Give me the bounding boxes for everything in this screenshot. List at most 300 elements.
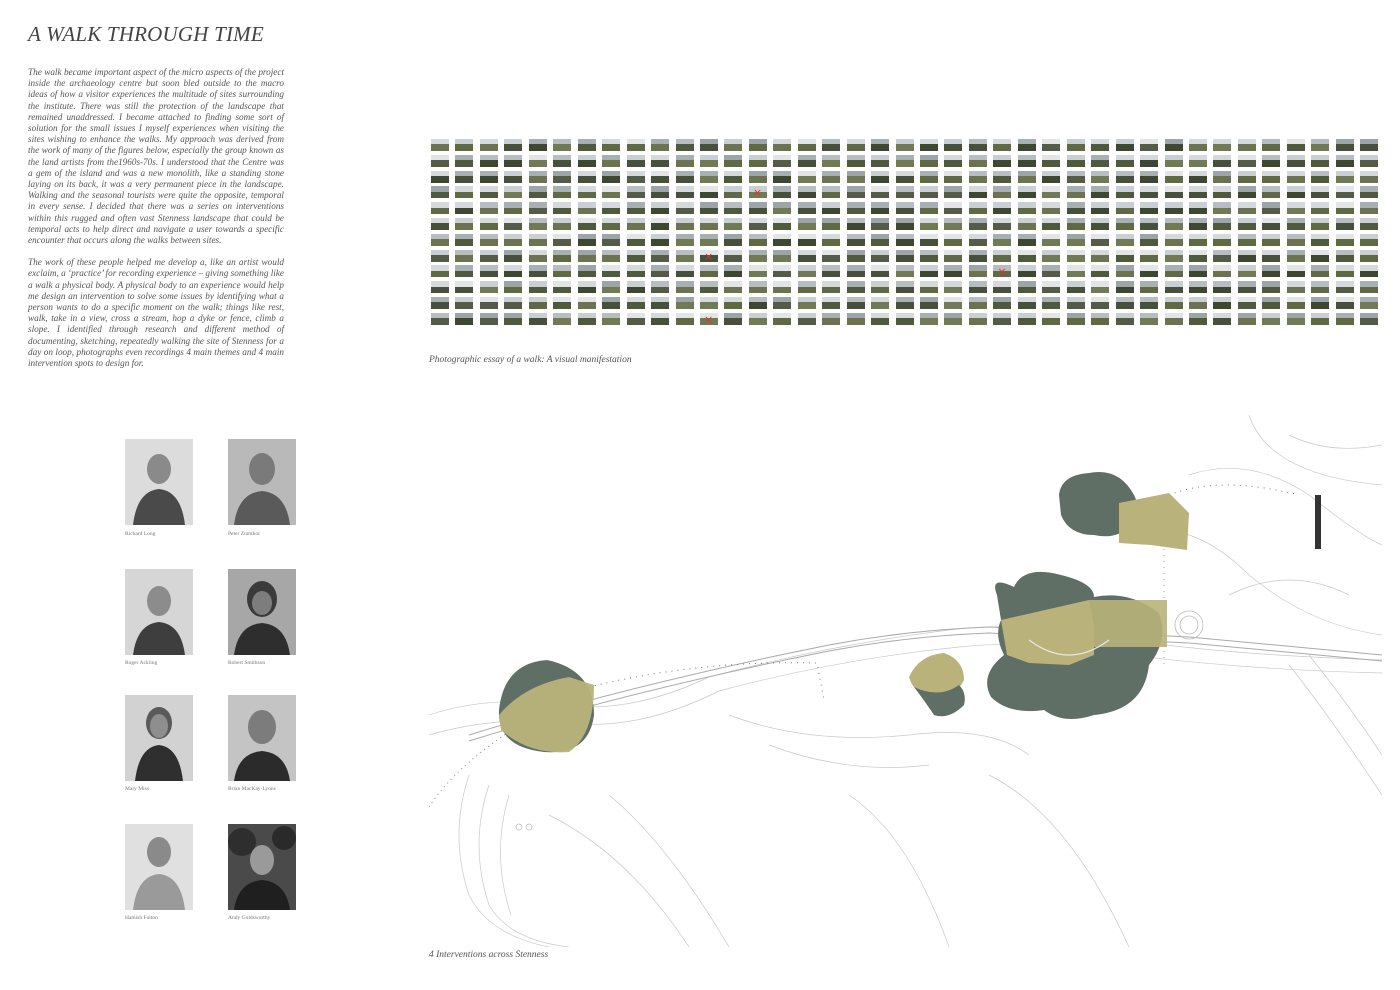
- walk-photo-thumbnail: [724, 218, 742, 230]
- walk-photo-thumbnail: [993, 281, 1011, 293]
- walk-photo-thumbnail: [504, 171, 522, 183]
- walk-photo-thumbnail: [969, 186, 987, 198]
- walk-photo-thumbnail: [627, 202, 645, 214]
- walk-photo-thumbnail: [871, 202, 889, 214]
- walk-photo-thumbnail: [529, 155, 547, 167]
- walk-photo-thumbnail: [1311, 313, 1329, 325]
- walk-photo-thumbnail: [749, 139, 767, 151]
- walk-photo-thumbnail: [1238, 171, 1256, 183]
- walk-photo-thumbnail: [480, 155, 498, 167]
- walk-photo-thumbnail: [1238, 250, 1256, 262]
- walk-photo-thumbnail: [529, 139, 547, 151]
- walk-photo-thumbnail: [1311, 202, 1329, 214]
- walk-photo-thumbnail: [1189, 218, 1207, 230]
- walk-photo-thumbnail: [1360, 297, 1378, 309]
- walk-photo-thumbnail: [896, 218, 914, 230]
- walk-photo-thumbnail: [602, 155, 620, 167]
- walk-photo-thumbnail: [944, 171, 962, 183]
- walk-photo-thumbnail: [455, 186, 473, 198]
- walk-photo-thumbnail: [676, 171, 694, 183]
- walk-photo-thumbnail: [724, 234, 742, 246]
- walk-photo-thumbnail: [1116, 250, 1134, 262]
- walk-photo-thumbnail: [504, 139, 522, 151]
- walk-photo-thumbnail: [1213, 186, 1231, 198]
- walk-photo-thumbnail: [1018, 155, 1036, 167]
- walk-photo-thumbnail: [1213, 139, 1231, 151]
- walk-photo-thumbnail: [1262, 171, 1280, 183]
- walk-photo-thumbnail: [896, 171, 914, 183]
- walk-photo-thumbnail: [431, 218, 449, 230]
- walk-photo-thumbnail: [1189, 171, 1207, 183]
- walk-photo-thumbnail: [847, 186, 865, 198]
- walk-photo-thumbnail: [455, 234, 473, 246]
- walk-photo-thumbnail: [1311, 234, 1329, 246]
- walk-photo-thumbnail: [1189, 139, 1207, 151]
- walk-photo-thumbnail: [993, 139, 1011, 151]
- walk-photo-thumbnail: [896, 265, 914, 277]
- walk-photo-thumbnail: [651, 171, 669, 183]
- walk-photo-thumbnail: [1213, 171, 1231, 183]
- walk-photo-thumbnail: [871, 218, 889, 230]
- stenness-intervention-map: [429, 415, 1382, 947]
- walk-photo-thumbnail: [1238, 297, 1256, 309]
- walk-photo-thumbnail: [822, 281, 840, 293]
- walk-photo-thumbnail: [1042, 218, 1060, 230]
- walk-photo-thumbnail: [1018, 250, 1036, 262]
- walk-photo-thumbnail: [1067, 265, 1085, 277]
- walk-photo-thumbnail: [529, 281, 547, 293]
- walk-photo-thumbnail: [1067, 234, 1085, 246]
- walk-photo-thumbnail: [1336, 155, 1354, 167]
- portrait-photo: [228, 824, 296, 910]
- walk-photo-thumbnail: [798, 155, 816, 167]
- walk-photo-thumbnail: [1018, 186, 1036, 198]
- walk-photo-thumbnail: [773, 186, 791, 198]
- intervention-4: [1119, 493, 1189, 550]
- walk-photo-thumbnail: [676, 202, 694, 214]
- walk-photo-thumbnail: [455, 202, 473, 214]
- walk-photo-thumbnail: [1262, 202, 1280, 214]
- walk-photo-thumbnail: [1213, 250, 1231, 262]
- walk-photo-thumbnail: [1360, 186, 1378, 198]
- walk-photo-thumbnail: [627, 155, 645, 167]
- walk-photo-thumbnail: [1213, 234, 1231, 246]
- walk-photo-thumbnail: [749, 313, 767, 325]
- walk-photo-thumbnail: [431, 202, 449, 214]
- walk-photo-thumbnail: [455, 171, 473, 183]
- walk-photo-thumbnail: [1140, 281, 1158, 293]
- walk-photo-thumbnail: [896, 186, 914, 198]
- walk-photo-thumbnail: [1091, 218, 1109, 230]
- walk-photo-thumbnail: [1336, 281, 1354, 293]
- walk-photo-thumbnail: [969, 139, 987, 151]
- walk-photo-thumbnail: [480, 297, 498, 309]
- walk-photo-thumbnail: [1238, 218, 1256, 230]
- walk-photo-thumbnail: [822, 234, 840, 246]
- walk-photo-thumbnail: [455, 281, 473, 293]
- walk-photo-thumbnail: [724, 186, 742, 198]
- walk-photo-thumbnail: [896, 155, 914, 167]
- walk-photo-thumbnail: [676, 186, 694, 198]
- walk-photo-thumbnail: [504, 250, 522, 262]
- walk-photo-thumbnail: [1018, 265, 1036, 277]
- walk-photo-thumbnail: [1165, 313, 1183, 325]
- walk-photo-thumbnail: [969, 171, 987, 183]
- walk-photo-thumbnail: [920, 250, 938, 262]
- photo-essay-grid: [431, 139, 1379, 327]
- walk-photo-thumbnail: [1018, 313, 1036, 325]
- walk-photo-thumbnail: [749, 171, 767, 183]
- walk-photo-thumbnail: [602, 281, 620, 293]
- map-caption: 4 Interventions across Stenness: [429, 950, 549, 960]
- walk-photo-thumbnail: [1140, 250, 1158, 262]
- walk-photo-thumbnail: [1262, 250, 1280, 262]
- walk-photo-thumbnail: [724, 139, 742, 151]
- walk-photo-thumbnail: [1091, 171, 1109, 183]
- walk-photo-thumbnail: [871, 265, 889, 277]
- walk-photo-thumbnail: [822, 250, 840, 262]
- walk-photo-thumbnail: [920, 171, 938, 183]
- walk-photo-thumbnail: [455, 297, 473, 309]
- walk-photo-thumbnail: [1262, 281, 1280, 293]
- walk-photo-thumbnail: [847, 171, 865, 183]
- walk-photo-thumbnail: [700, 297, 718, 309]
- walk-photo-thumbnail: [724, 281, 742, 293]
- walk-photo-thumbnail: [1018, 139, 1036, 151]
- walk-photo-thumbnail: [1165, 155, 1183, 167]
- walk-photo-thumbnail: [1262, 313, 1280, 325]
- walk-photo-thumbnail: [773, 297, 791, 309]
- walk-photo-thumbnail: [944, 281, 962, 293]
- walk-photo-thumbnail: [724, 202, 742, 214]
- walk-photo-thumbnail: [676, 218, 694, 230]
- walk-photo-thumbnail: [1165, 265, 1183, 277]
- walk-photo-thumbnail: [822, 218, 840, 230]
- walk-photo-thumbnail: [1116, 171, 1134, 183]
- walk-photo-thumbnail: [773, 139, 791, 151]
- walk-photo-thumbnail: [1360, 139, 1378, 151]
- walk-photo-thumbnail: [1165, 218, 1183, 230]
- walk-photo-thumbnail: [1336, 313, 1354, 325]
- walk-photo-thumbnail: [1238, 202, 1256, 214]
- walk-photo-thumbnail: [773, 218, 791, 230]
- walk-photo-thumbnail: [871, 186, 889, 198]
- walk-photo-thumbnail: [847, 250, 865, 262]
- walk-photo-thumbnail: [1189, 297, 1207, 309]
- walk-photo-thumbnail: [1140, 218, 1158, 230]
- portrait-photo: [125, 439, 193, 525]
- walk-photo-thumbnail: [1091, 155, 1109, 167]
- walk-photo-thumbnail: [1213, 202, 1231, 214]
- walk-photo-thumbnail: [1140, 265, 1158, 277]
- walk-photo-thumbnail: [1262, 234, 1280, 246]
- walk-photo-thumbnail: [822, 297, 840, 309]
- walk-photo-thumbnail: [1140, 155, 1158, 167]
- walk-photo-thumbnail: [431, 265, 449, 277]
- walk-photo-thumbnail: [1091, 202, 1109, 214]
- walk-photo-thumbnail: [944, 234, 962, 246]
- walk-photo-thumbnail: [1140, 234, 1158, 246]
- walk-photo-thumbnail: [553, 265, 571, 277]
- walk-photo-thumbnail: [651, 234, 669, 246]
- walk-photo-thumbnail: [1360, 171, 1378, 183]
- walk-photo-thumbnail: [1336, 171, 1354, 183]
- walk-photo-thumbnail: [1189, 202, 1207, 214]
- walk-photo-thumbnail: [798, 186, 816, 198]
- walk-photo-thumbnail: [676, 139, 694, 151]
- walk-photo-thumbnail: [969, 202, 987, 214]
- walk-photo-thumbnail: [700, 234, 718, 246]
- walk-photo-thumbnail: [1311, 250, 1329, 262]
- walk-photo-thumbnail: [676, 265, 694, 277]
- walk-photo-thumbnail: [480, 171, 498, 183]
- walk-photo-thumbnail: [480, 218, 498, 230]
- walk-photo-thumbnail: [993, 171, 1011, 183]
- walk-photo-thumbnail: [602, 202, 620, 214]
- walk-photo-thumbnail: [553, 313, 571, 325]
- walk-photo-thumbnail: [969, 281, 987, 293]
- walk-photo-thumbnail: [651, 297, 669, 309]
- walk-photo-thumbnail: [578, 218, 596, 230]
- walk-photo-thumbnail: [627, 171, 645, 183]
- walk-photo-thumbnail: [1287, 297, 1305, 309]
- walk-photo-thumbnail: [627, 250, 645, 262]
- portrait-photo: [125, 695, 193, 781]
- walk-photo-thumbnail: [480, 281, 498, 293]
- walk-photo-thumbnail: [1091, 139, 1109, 151]
- walk-photo-thumbnail: [993, 297, 1011, 309]
- walk-photo-thumbnail: [602, 234, 620, 246]
- walk-photo-thumbnail: [1213, 313, 1231, 325]
- walk-photo-thumbnail: [676, 250, 694, 262]
- walk-photo-thumbnail: [627, 139, 645, 151]
- red-x-marker: ×: [703, 249, 714, 263]
- walk-photo-thumbnail: [993, 313, 1011, 325]
- walk-photo-thumbnail: [1116, 218, 1134, 230]
- walk-photo-thumbnail: [431, 297, 449, 309]
- walk-photo-thumbnail: [504, 202, 522, 214]
- walk-photo-thumbnail: [431, 186, 449, 198]
- walk-photo-thumbnail: [700, 155, 718, 167]
- walk-photo-thumbnail: [773, 171, 791, 183]
- walk-photo-thumbnail: [553, 234, 571, 246]
- walk-photo-thumbnail: [1189, 313, 1207, 325]
- walk-photo-thumbnail: [920, 265, 938, 277]
- walk-photo-thumbnail: [1360, 202, 1378, 214]
- walk-photo-thumbnail: [1287, 313, 1305, 325]
- walk-photo-thumbnail: [1165, 250, 1183, 262]
- walk-photo-thumbnail: [822, 202, 840, 214]
- walk-photo-thumbnail: [1262, 218, 1280, 230]
- walk-photo-thumbnail: [1067, 297, 1085, 309]
- walk-photo-thumbnail: [1238, 234, 1256, 246]
- walk-photo-thumbnail: [1287, 202, 1305, 214]
- walk-photo-thumbnail: [504, 186, 522, 198]
- walk-photo-thumbnail: [920, 313, 938, 325]
- walk-photo-thumbnail: [773, 313, 791, 325]
- walk-photo-thumbnail: [1262, 139, 1280, 151]
- walk-photo-thumbnail: [749, 234, 767, 246]
- portrait-photo: [228, 695, 296, 781]
- walk-photo-thumbnail: [1262, 186, 1280, 198]
- walk-photo-thumbnail: [822, 171, 840, 183]
- walk-photo-thumbnail: [1165, 202, 1183, 214]
- walk-photo-thumbnail: [798, 171, 816, 183]
- walk-photo-thumbnail: [847, 139, 865, 151]
- walk-photo-thumbnail: [1091, 297, 1109, 309]
- walk-photo-thumbnail: [993, 234, 1011, 246]
- walk-photo-thumbnail: [553, 218, 571, 230]
- walk-photo-thumbnail: [504, 313, 522, 325]
- walk-photo-thumbnail: [700, 265, 718, 277]
- essay-text: [28, 67, 284, 380]
- walk-photo-thumbnail: [1336, 297, 1354, 309]
- walk-photo-thumbnail: [1116, 186, 1134, 198]
- walk-photo-thumbnail: [1213, 265, 1231, 277]
- walk-photo-thumbnail: [871, 234, 889, 246]
- walk-photo-thumbnail: [944, 218, 962, 230]
- walk-photo-thumbnail: [1067, 218, 1085, 230]
- walk-photo-thumbnail: [1042, 281, 1060, 293]
- walk-photo-thumbnail: [1360, 281, 1378, 293]
- walk-photo-thumbnail: [920, 234, 938, 246]
- walk-photo-thumbnail: [920, 186, 938, 198]
- walk-photo-thumbnail: [896, 281, 914, 293]
- walk-photo-thumbnail: [822, 155, 840, 167]
- walk-photo-thumbnail: [1336, 265, 1354, 277]
- walk-photo-thumbnail: [944, 297, 962, 309]
- walk-photo-thumbnail: [480, 265, 498, 277]
- walk-photo-thumbnail: [896, 250, 914, 262]
- walk-photo-thumbnail: [724, 297, 742, 309]
- walk-photo-thumbnail: [1165, 171, 1183, 183]
- walk-photo-thumbnail: [1042, 313, 1060, 325]
- walk-photo-thumbnail: [969, 218, 987, 230]
- walk-photo-thumbnail: [749, 218, 767, 230]
- walk-photo-thumbnail: [627, 297, 645, 309]
- walk-photo-thumbnail: [1287, 234, 1305, 246]
- walk-photo-thumbnail: [749, 281, 767, 293]
- red-x-marker: ×: [997, 265, 1007, 279]
- walk-photo-thumbnail: [1067, 202, 1085, 214]
- walk-photo-thumbnail: [480, 250, 498, 262]
- walk-photo-thumbnail: [1360, 313, 1378, 325]
- walk-photo-thumbnail: [651, 265, 669, 277]
- walk-photo-thumbnail: [896, 297, 914, 309]
- walk-photo-thumbnail: [773, 281, 791, 293]
- walk-photo-thumbnail: [920, 139, 938, 151]
- person-name: Richard Long: [125, 531, 156, 537]
- walk-photo-thumbnail: [724, 313, 742, 325]
- walk-photo-thumbnail: [896, 139, 914, 151]
- walk-photo-thumbnail: [1091, 234, 1109, 246]
- walk-photo-thumbnail: [1165, 139, 1183, 151]
- person-name: Mary Miss: [125, 786, 149, 792]
- walk-photo-thumbnail: [1018, 297, 1036, 309]
- walk-photo-thumbnail: [1189, 250, 1207, 262]
- walk-photo-thumbnail: [1042, 265, 1060, 277]
- walk-photo-thumbnail: [969, 265, 987, 277]
- walk-photo-thumbnail: [871, 250, 889, 262]
- walk-photo-thumbnail: [822, 313, 840, 325]
- walk-photo-thumbnail: [1262, 265, 1280, 277]
- walk-photo-thumbnail: [1311, 139, 1329, 151]
- walk-photo-thumbnail: [1360, 218, 1378, 230]
- essay-paragraph-1: The walk became important aspect of the micro aspects of the project inside the archaeology centre but soon bled outside to the macro ideas of how a visitor experiences the multitude of sites surrounding the institute. There was still the protection of the landscape that remained unaddressed. I became attached to finding some sort of solution for the small issues I myself experiences when visiting the sites wishing to enhance the walks. My approach was derived from the work of many of the figures below, especially the group known as the land artists from the1960s-70s. I understood that the Centre was a gem of the island and was a new monolith, like a standing stone laying on its back, it was a very permanent piece in the landscape. Walking and the seasonal tourists were quite the opposite, temporal in every sense. I decided that there was a series on interventions within this rugged and often vast Stenness landscape that could be temporal acts to help direct and navigate a user towards a specific encounter that occurs along the walks between sites.: [28, 67, 284, 246]
- walk-photo-thumbnail: [504, 265, 522, 277]
- walk-photo-thumbnail: [1018, 171, 1036, 183]
- walk-photo-thumbnail: [1360, 234, 1378, 246]
- walk-photo-thumbnail: [871, 297, 889, 309]
- walk-photo-thumbnail: [847, 155, 865, 167]
- walk-photo-thumbnail: [455, 155, 473, 167]
- walk-photo-thumbnail: [1042, 171, 1060, 183]
- walk-photo-thumbnail: [1238, 186, 1256, 198]
- person-name: Robert Smithson: [228, 660, 266, 666]
- walk-photo-thumbnail: [773, 155, 791, 167]
- walk-photo-thumbnail: [578, 202, 596, 214]
- walk-photo-thumbnail: [602, 250, 620, 262]
- walk-photo-thumbnail: [1116, 234, 1134, 246]
- walk-photo-thumbnail: [529, 250, 547, 262]
- walk-photo-thumbnail: [920, 297, 938, 309]
- walk-photo-thumbnail: [553, 281, 571, 293]
- walk-photo-thumbnail: [627, 234, 645, 246]
- walk-photo-thumbnail: [602, 297, 620, 309]
- walk-photo-thumbnail: [944, 202, 962, 214]
- walk-photo-thumbnail: [504, 218, 522, 230]
- walk-photo-thumbnail: [847, 265, 865, 277]
- walk-photo-thumbnail: [969, 234, 987, 246]
- walk-photo-thumbnail: [1287, 281, 1305, 293]
- walk-photo-thumbnail: [504, 234, 522, 246]
- portrait-photo: [228, 569, 296, 655]
- walk-photo-thumbnail: [676, 155, 694, 167]
- walk-photo-thumbnail: [1091, 265, 1109, 277]
- walk-photo-thumbnail: [944, 139, 962, 151]
- walk-photo-thumbnail: [1189, 265, 1207, 277]
- walk-photo-thumbnail: [1311, 171, 1329, 183]
- walk-photo-thumbnail: [1311, 155, 1329, 167]
- walk-photo-thumbnail: [1091, 250, 1109, 262]
- walk-photo-thumbnail: [1140, 139, 1158, 151]
- walk-photo-thumbnail: [1311, 281, 1329, 293]
- walk-photo-thumbnail: [1091, 186, 1109, 198]
- walk-photo-thumbnail: [1287, 171, 1305, 183]
- walk-photo-thumbnail: [1238, 313, 1256, 325]
- walk-photo-thumbnail: [1311, 297, 1329, 309]
- walk-photo-thumbnail: [847, 313, 865, 325]
- walk-photo-thumbnail: [798, 250, 816, 262]
- walk-photo-thumbnail: [1287, 139, 1305, 151]
- walk-photo-thumbnail: [871, 155, 889, 167]
- walk-photo-thumbnail: [798, 202, 816, 214]
- walk-photo-thumbnail: [578, 313, 596, 325]
- walk-photo-thumbnail: [969, 313, 987, 325]
- walk-photo-thumbnail: [1287, 250, 1305, 262]
- walk-photo-thumbnail: [431, 313, 449, 325]
- walk-photo-thumbnail: [1067, 186, 1085, 198]
- walk-photo-thumbnail: [480, 186, 498, 198]
- walk-photo-thumbnail: [1042, 202, 1060, 214]
- walk-photo-thumbnail: [1042, 139, 1060, 151]
- walk-photo-thumbnail: [798, 313, 816, 325]
- walk-photo-thumbnail: [480, 139, 498, 151]
- walk-photo-thumbnail: [822, 139, 840, 151]
- walk-photo-thumbnail: [1311, 265, 1329, 277]
- walk-photo-thumbnail: [1336, 218, 1354, 230]
- walk-photo-thumbnail: [700, 186, 718, 198]
